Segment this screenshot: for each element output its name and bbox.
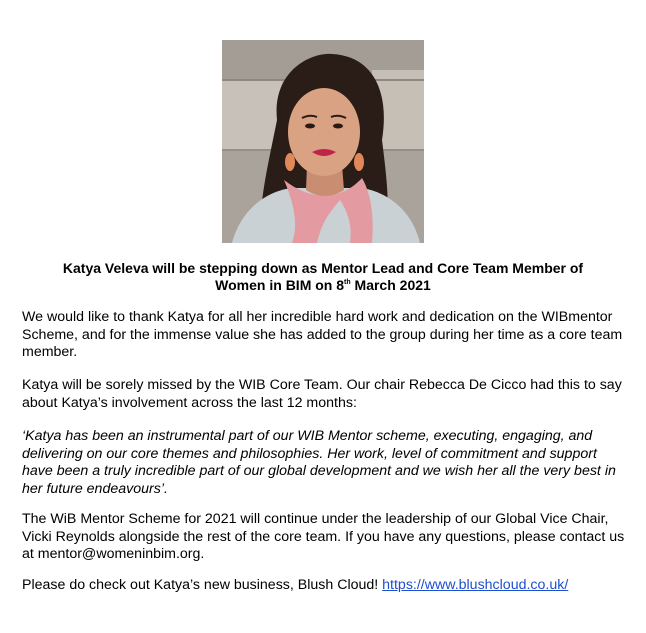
continue-paragraph: The WiB Mentor Scheme for 2021 will continue under the leadership of our Global Vice Chair, Vicki Reynolds alongside the rest of the core team. If you have any questions, please contact us at mentor@womeninbim.org. <box>22 511 625 562</box>
missed-paragraph: Katya will be sorely missed by the WIB Core Team. Our chair Rebecca De Cicco had this to say about Katya’s involvement across the last 12 months: <box>22 377 622 411</box>
business-paragraph <box>22 577 626 595</box>
headline-date-suffix: th <box>344 279 351 286</box>
blush-cloud-link[interactable]: https://www.blushcloud.co.uk/ <box>382 577 569 593</box>
thanks-paragraph: We would like to thank Katya for all her incredible hard work and dedication on the WIBmentor Scheme, and for the immense value she has added to the group during her time as a core team member. <box>22 309 623 360</box>
business-text: Please do check out Katya’s new business, Blush Cloud! <box>22 577 383 593</box>
headline-line-2-suffix: March 2021 <box>350 277 431 293</box>
headline-line-1: Katya Veleva will be stepping down as Mentor Lead and Core Team Member of <box>62 260 584 276</box>
headline-line-2-prefix: Women in BIM on 8 <box>215 277 345 293</box>
quote-paragraph: ‘Katya has been an instrumental part of our WIB Mentor scheme, executing, engaging, and delivering on our core themes and philosophies. Her work, level of commitment and support have been a truly incredible part of our global development and we wish her all the very best in her future endeavours’. <box>22 428 616 497</box>
announcement-headline <box>22 260 624 294</box>
portrait-photo <box>222 40 424 243</box>
portrait-photo-icon <box>222 40 424 243</box>
